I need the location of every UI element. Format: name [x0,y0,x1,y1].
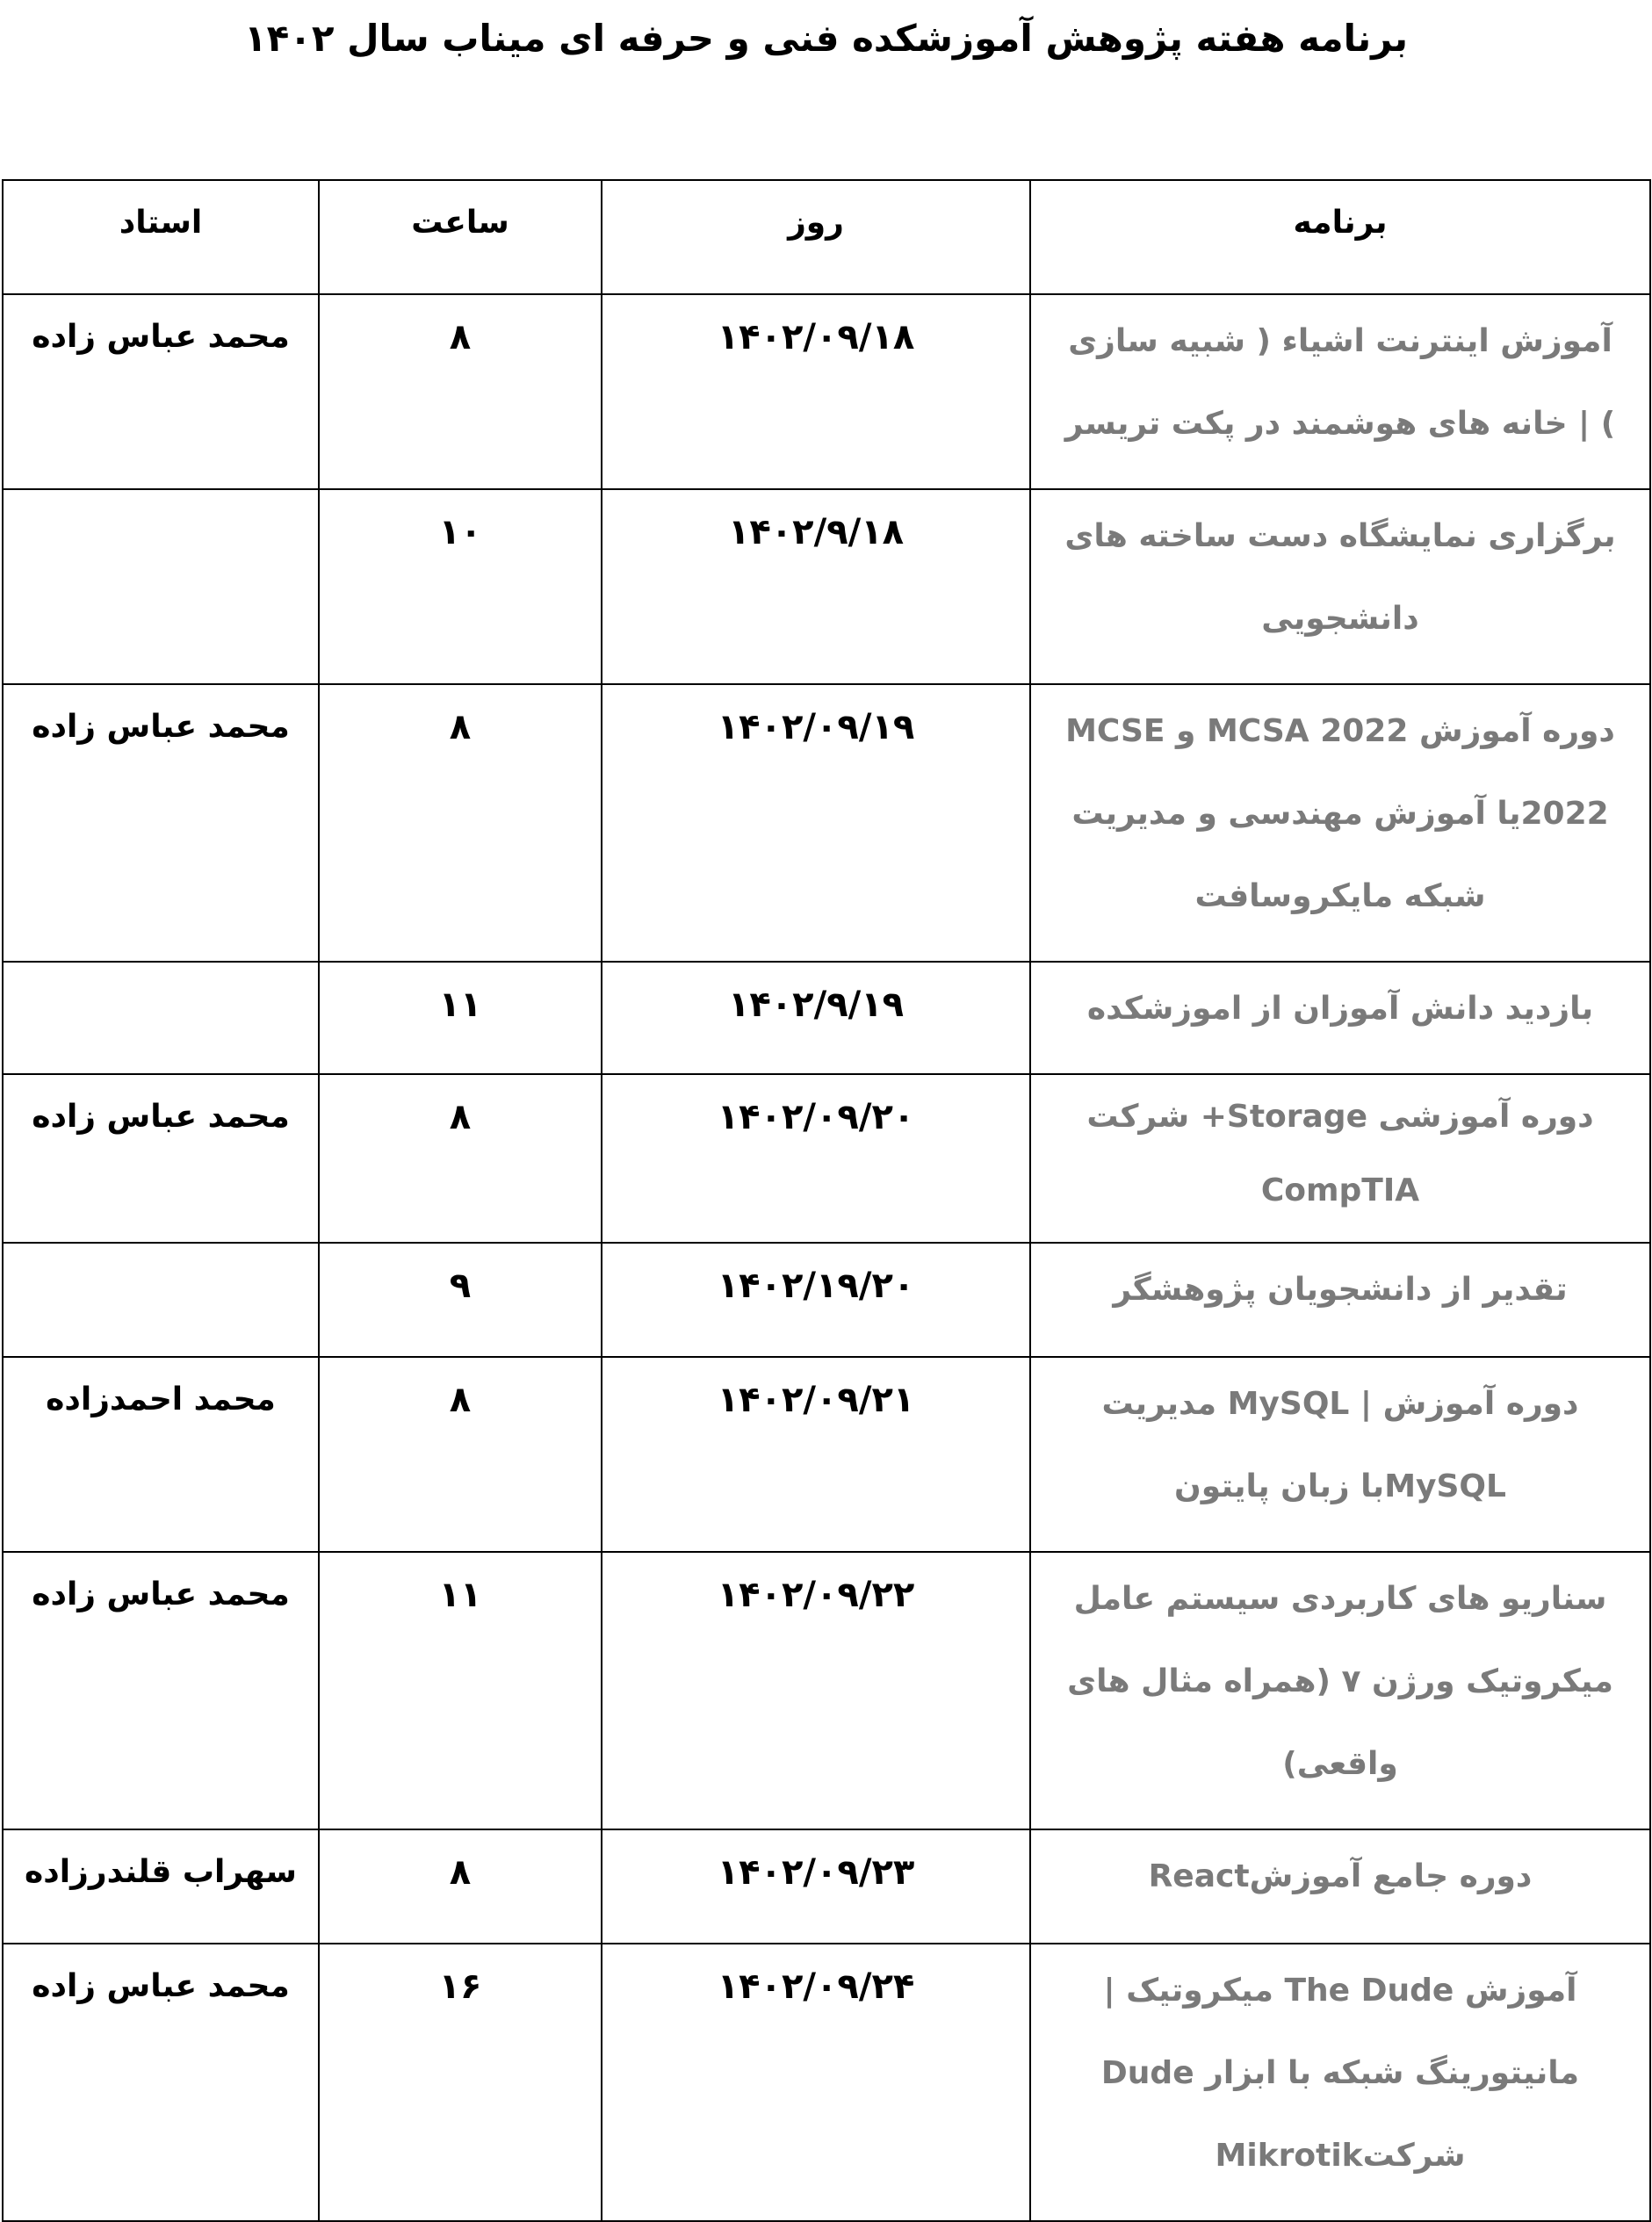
page-title: برنامه هفته پژوهش آموزشکده فنی و حرفه ای میناب سال ۱۴۰۲ [243,17,1409,60]
table-row [3,1243,1650,1357]
program-cell: دوره آموزشی Storage+ شرکت CompTIA [1030,1074,1650,1243]
teacher-cell [3,1243,319,1357]
header-row [3,180,1650,294]
day-cell: ۱۴۰۲/۹/۱۹ [602,962,1030,1074]
day-cell: ۱۴۰۲/۰۹/۲۳ [602,1829,1030,1944]
table-row [3,1552,1650,1829]
table-row [3,1829,1650,1944]
program-cell: دوره آموزش MCSA 2022 و MCSE 2022یا آموزش مهندسی و مدیریت شبکه مایکروسافت [1030,684,1650,962]
teacher-cell: محمد عباس زاده [3,1074,319,1243]
day-cell: ۱۴۰۲/۰۹/۱۹ [602,684,1030,962]
day-cell: ۱۴۰۲/۱۹/۲۰ [602,1243,1030,1357]
program-cell: تقدیر از دانشجویان پژوهشگر [1030,1243,1650,1357]
day-cell: ۱۴۰۲/۰۹/۲۰ [602,1074,1030,1243]
program-cell: برگزاری نمایشگاه دست ساخته های دانشجویی [1030,489,1650,684]
program-cell: دوره جامع آموزشReact [1030,1829,1650,1944]
teacher-cell: سهراب قلندرزاده [3,1829,319,1944]
hour-cell: ۸ [319,684,602,962]
hour-cell: ۱۰ [319,489,602,684]
schedule-table [2,179,1651,2222]
header-teacher: استاد [3,180,319,294]
table-row [3,1944,1650,2221]
teacher-cell: محمد عباس زاده [3,1552,319,1829]
table-row [3,1074,1650,1243]
teacher-cell: محمد عباس زاده [3,1944,319,2221]
table-row [3,962,1650,1074]
teacher-cell [3,962,319,1074]
hour-cell: ۸ [319,1829,602,1944]
table-row [3,684,1650,962]
hour-cell: ۸ [319,1357,602,1552]
hour-cell: ۸ [319,294,602,489]
program-cell: بازدید دانش آموزان از اموزشکده [1030,962,1650,1074]
header-day: روز [602,180,1030,294]
day-cell: ۱۴۰۲/۰۹/۲۴ [602,1944,1030,2221]
day-cell: ۱۴۰۲/۰۹/۲۲ [602,1552,1030,1829]
table-row [3,294,1650,489]
hour-cell: ۱۱ [319,962,602,1074]
hour-cell: ۱۶ [319,1944,602,2221]
teacher-cell: محمد عباس زاده [3,684,319,962]
program-cell: آموزش The Dude میکروتیک | مانیتورینگ شبکه با ابزار Dude شرکتMikrotik [1030,1944,1650,2221]
program-cell: آموزش اینترنت اشیاء ( شبیه سازی ) | خانه های هوشمند در پکت تریسر [1030,294,1650,489]
header-hour: ساعت [319,180,602,294]
table-row [3,1357,1650,1552]
table-row [3,489,1650,684]
hour-cell: ۸ [319,1074,602,1243]
hour-cell: ۱۱ [319,1552,602,1829]
teacher-cell: محمد احمدزاده [3,1357,319,1552]
header-program: برنامه [1030,180,1650,294]
hour-cell: ۹ [319,1243,602,1357]
teacher-cell: محمد عباس زاده [3,294,319,489]
day-cell: ۱۴۰۲/۹/۱۸ [602,489,1030,684]
teacher-cell [3,489,319,684]
program-cell: دوره آموزش | MySQL مدیریت MySQLبا زبان پایتون [1030,1357,1650,1552]
program-cell: سناریو های کاربردی سیستم عامل میکروتیک ورژن ۷ (همراه مثال های واقعی) [1030,1552,1650,1829]
day-cell: ۱۴۰۲/۰۹/۲۱ [602,1357,1030,1552]
day-cell: ۱۴۰۲/۰۹/۱۸ [602,294,1030,489]
